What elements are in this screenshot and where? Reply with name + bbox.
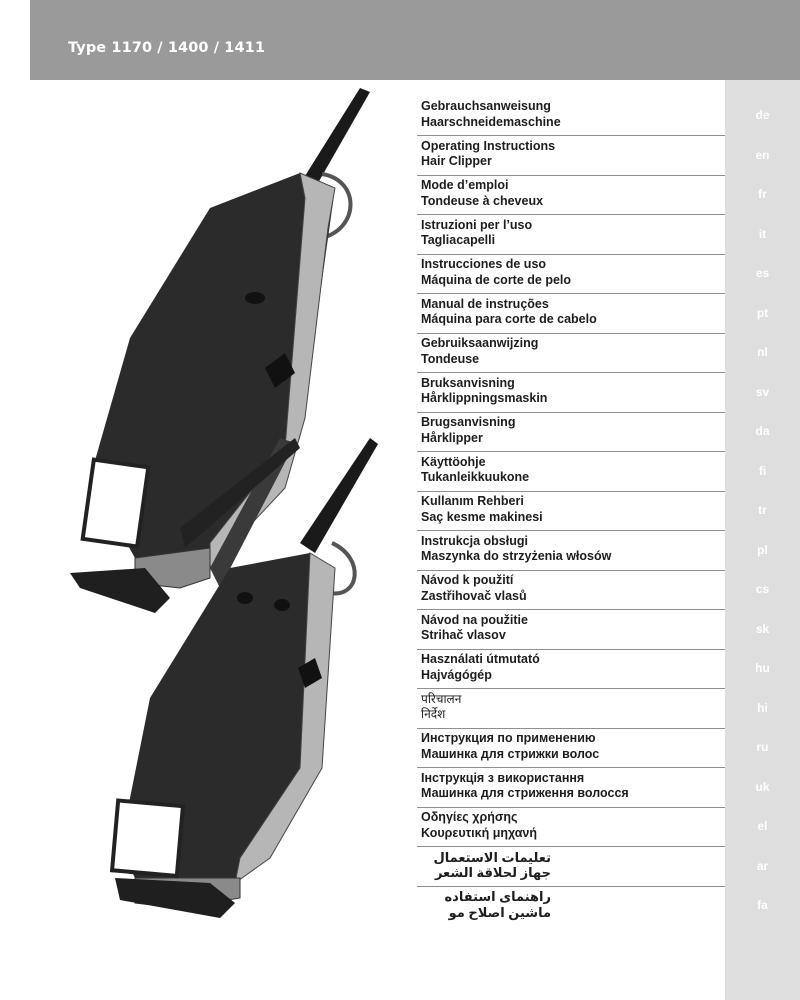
- manual-title: Instrukcja obsługi: [421, 533, 528, 548]
- language-title: [421, 218, 721, 249]
- language-row-nl: [417, 334, 800, 374]
- language-title: [421, 652, 721, 683]
- product-name: جهاز لحلاقة الشعر: [434, 865, 551, 880]
- language-title: [421, 99, 721, 130]
- language-title: [421, 415, 721, 446]
- language-code: uk: [755, 779, 770, 794]
- language-code: fr: [758, 187, 767, 201]
- language-code: hi: [757, 700, 768, 715]
- manual-title: راهنمای استفاده: [444, 889, 551, 904]
- language-code: es: [755, 266, 770, 280]
- language-title: [421, 139, 721, 170]
- language-title: [421, 376, 721, 407]
- language-title: [421, 731, 721, 762]
- product-name: Tagliacapelli: [421, 233, 496, 247]
- manual-title: Istruzioni per l’uso: [421, 217, 533, 232]
- language-row-el: [417, 808, 800, 848]
- language-code: da: [755, 424, 770, 438]
- language-row-uk: [417, 769, 800, 809]
- manual-title: Mode d’emploi: [421, 178, 509, 192]
- product-name: Κουρευτική μηχανή: [421, 825, 538, 840]
- language-row-da: [417, 413, 800, 453]
- product-name: Hajvágógép: [421, 667, 492, 682]
- language-row-ru: [417, 729, 800, 769]
- language-code: fa: [757, 898, 768, 912]
- manual-title: परिचालन: [421, 691, 462, 706]
- manual-title: Gebruiksaanwijzing: [421, 336, 539, 350]
- language-list: [417, 97, 800, 927]
- manual-title: Használati útmutató: [421, 652, 540, 666]
- manual-title: Návod k použití: [421, 573, 514, 587]
- product-name: Zastřihovač vlasů: [421, 588, 527, 603]
- language-row-cs: [417, 571, 800, 611]
- header-bar: [30, 0, 800, 80]
- manual-title: تعليمات الاستعمال: [433, 849, 551, 865]
- language-row-ar: [417, 848, 800, 888]
- language-code: sv: [755, 384, 770, 399]
- product-name: Hair Clipper: [421, 154, 492, 168]
- product-name: Hårklippningsmaskin: [421, 391, 548, 405]
- language-code: de: [755, 108, 770, 122]
- language-code: fi: [758, 463, 767, 478]
- language-code: sk: [755, 621, 770, 636]
- manual-title: Návod na použitie: [421, 612, 528, 627]
- language-code: pt: [756, 305, 769, 320]
- language-code: el: [757, 819, 768, 833]
- language-row-sv: [417, 374, 800, 414]
- manual-title: Οδηγίες χρήσης: [421, 810, 518, 824]
- language-row-pt: [417, 295, 800, 335]
- language-title: [421, 573, 721, 604]
- language-row-de: [417, 97, 800, 137]
- language-title: [421, 455, 721, 486]
- product-name: Hårklipper: [421, 430, 483, 445]
- language-row-es: [417, 255, 800, 295]
- language-title: [421, 692, 721, 723]
- language-title: [421, 178, 721, 209]
- language-title: [421, 336, 721, 367]
- language-code: cs: [755, 582, 770, 596]
- product-name: Машинка для стрижки волос: [421, 746, 600, 761]
- manual-title: Operating Instructions: [421, 138, 556, 153]
- language-title: [421, 494, 721, 525]
- language-title: [421, 297, 721, 328]
- language-title: [421, 850, 721, 881]
- language-row-pl: [417, 532, 800, 572]
- language-title: [421, 257, 721, 288]
- language-title: [421, 771, 721, 802]
- product-name: Tukanleikkuukone: [421, 470, 530, 484]
- manual-title: Käyttöohje: [421, 454, 486, 469]
- manual-title: Bruksanvisning: [421, 375, 515, 390]
- product-name: Máquina para corte de cabelo: [421, 312, 597, 326]
- manual-title: Інструкція з використання: [421, 770, 585, 785]
- language-title: [421, 613, 721, 644]
- language-code: en: [755, 147, 770, 162]
- product-name: Haarschneidemaschine: [421, 114, 561, 129]
- product-name: Tondeuse à cheveux: [421, 193, 544, 208]
- language-code: nl: [757, 345, 768, 359]
- manual-title: Instrucciones de uso: [421, 257, 547, 271]
- manual-title: Gebrauchsanweisung: [421, 99, 551, 113]
- language-code: ar: [756, 858, 769, 873]
- product-name: ماشین اصلاح مو: [448, 904, 551, 920]
- language-row-hi: [417, 690, 800, 730]
- language-row-tr: [417, 492, 800, 532]
- language-title: [421, 534, 721, 565]
- product-name: Saç kesme makinesi: [421, 509, 543, 524]
- product-name: निर्देश: [421, 707, 446, 721]
- product-name: Tondeuse: [421, 351, 480, 366]
- language-code: tr: [758, 503, 767, 517]
- language-row-en: [417, 137, 800, 177]
- language-row-fa: [417, 887, 800, 927]
- manual-title: Kullanım Rehberi: [421, 494, 524, 508]
- language-row-hu: [417, 650, 800, 690]
- product-name: Машинка для стриження волосся: [421, 786, 629, 800]
- model-type-title: Type 1170 / 1400 / 1411: [68, 40, 266, 56]
- hair-clipper-illustration: [60, 88, 400, 928]
- language-code: hu: [755, 661, 770, 675]
- language-row-it: [417, 216, 800, 256]
- language-code: pl: [757, 542, 768, 557]
- manual-title: Brugsanvisning: [421, 415, 516, 429]
- language-row-fr: [417, 176, 800, 216]
- product-name: Strihač vlasov: [421, 628, 506, 642]
- language-code: it: [758, 226, 767, 241]
- language-row-sk: [417, 611, 800, 651]
- language-title: [421, 810, 721, 841]
- language-code: ru: [756, 740, 769, 754]
- language-title: [421, 889, 721, 920]
- language-row-fi: [417, 453, 800, 493]
- product-name: Máquina de corte de pelo: [421, 272, 572, 287]
- manual-title: Инструкция по применению: [421, 731, 596, 745]
- manual-title: Manual de instruções: [421, 296, 549, 311]
- product-name: Maszynka do strzyżenia włosów: [421, 549, 612, 563]
